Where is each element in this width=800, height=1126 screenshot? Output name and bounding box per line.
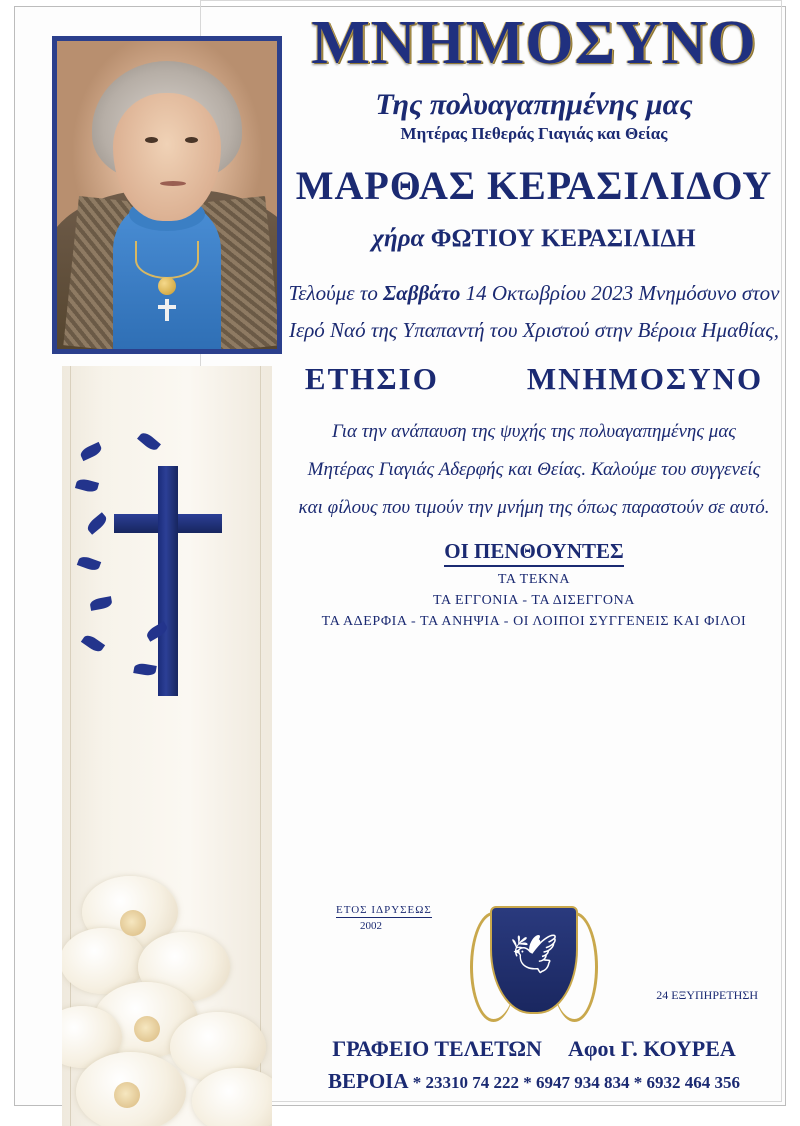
spouse-line (278, 225, 790, 253)
portrait-eye-left (145, 137, 158, 143)
portrait-photo (52, 36, 282, 354)
service-paragraph (278, 275, 790, 349)
annual-word-1: ΕΤΗΣΙΟ (304, 360, 439, 396)
invitation-paragraph (278, 413, 790, 527)
city-label: ΒΕΡΟΙΑ (327, 1069, 409, 1093)
service-day: Σαββάτο (383, 281, 461, 305)
mourners-line-3: ΤΑ ΑΔΕΡΦΙΑ - ΤΑ ΑΝΗΨΙΑ - ΟΙ ΛΟΙΠΟΙ ΣΥΓΓΕΝΕΙΣ ΚΑΙ ΦΙΛΟΙ (321, 613, 747, 629)
service-line1-b: 14 Οκτωβρίου 2023 Μνημόσυνο στον (465, 281, 780, 305)
phone-numbers: * 23310 74 222 * 6947 934 834 * 6932 464 356 (412, 1073, 740, 1092)
portrait-mouth (160, 181, 186, 186)
necklace-pendant (158, 277, 176, 295)
service-line1-a: Τελούμε το (288, 281, 378, 305)
vine-decoration (76, 426, 166, 686)
cross-pendant-icon (158, 299, 176, 321)
subtitle-relations: Μητέρας Πεθεράς Γιαγιάς και Θείας (400, 124, 668, 143)
service-24h-label: 24 ΕΞΥΠΗΡΕΤΗΣΗ (656, 988, 758, 1002)
invitation-line-2: Μητέρας Γιαγιάς Αδερφής και Θείας. Καλούμε του συγγενείς (307, 458, 761, 480)
invitation-line-3: και φίλους που τιμούν την μνήμη της όπως παραστούν σε αυτό. (298, 496, 770, 518)
funeral-home-logo (468, 898, 600, 1038)
main-content (278, 0, 790, 1114)
portrait-eye-right (185, 137, 198, 143)
necklace-chain (135, 241, 199, 279)
mourners-line-2: ΤΑ ΕΓΓΟΝΙΑ - ΤΑ ΔΙΣΕΓΓΟΝΑ (432, 592, 636, 608)
deceased-name: ΜΑΡΘΑΣ ΚΕΡΑΣΙΛΙΔΟΥ (295, 163, 773, 208)
mourners-block (278, 527, 790, 630)
service-line2: Ιερό Ναό της Υπαπαντή του Χριστού στην Βέροια Ημαθίας, (288, 317, 780, 342)
established-label: ΕΤΟΣ ΙΔΡΥΣΕΩΣ (336, 904, 432, 916)
portrait-image (57, 41, 277, 349)
mourners-line-1: ΤΑ ΤΕΚΝΑ (497, 571, 571, 587)
office-name: Αφοι Γ. ΚΟΥΡΕΑ (567, 1036, 736, 1061)
decorative-strip (62, 366, 272, 1126)
left-column (52, 36, 282, 1086)
widow-label: χήρα (372, 225, 425, 252)
annual-memorial (278, 361, 790, 397)
funeral-home-footer (278, 898, 790, 1108)
page-title: ΜΝΗΜΟΣΥΝΟ (311, 9, 757, 77)
dove-icon: 🕊 (509, 934, 559, 976)
invitation-line-1: Για την ανάπαυση της ψυχής της πολυαγαπημένης μας (331, 420, 737, 442)
annual-word-2: ΜΝΗΜΟΣΥΝΟ (526, 360, 764, 396)
office-label: ΓΡΑΦΕΙΟ ΤΕΛΕΤΩΝ (332, 1036, 542, 1061)
subtitle-beloved: Της πολυαγαπημένης μας (375, 88, 693, 121)
orchid-flowers (62, 836, 272, 1126)
established-year: 2002 (360, 920, 382, 932)
office-line (278, 1036, 790, 1062)
contact-line (278, 1069, 790, 1094)
mourners-heading: ΟΙ ΠΕΝΘΟΥΝΤΕΣ (444, 539, 623, 567)
spouse-name: ΦΩΤΙΟΥ ΚΕΡΑΣΙΛΙΔΗ (430, 225, 696, 252)
